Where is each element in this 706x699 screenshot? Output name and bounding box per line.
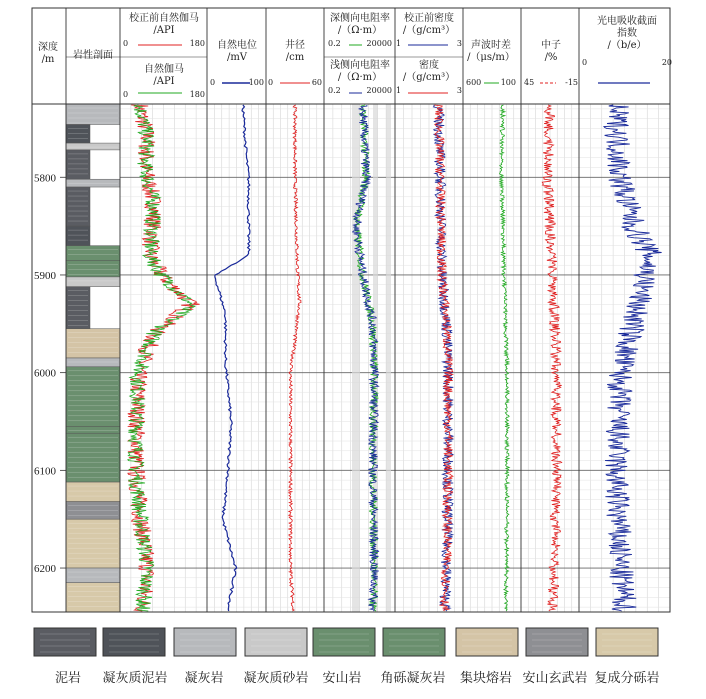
header-den <box>396 60 462 96</box>
curve-ac <box>500 105 510 611</box>
header-ac-label: 声波时差 /（μs/m） <box>467 40 515 63</box>
pe-min: 0 <box>582 58 588 67</box>
den-max: 3 <box>456 86 462 95</box>
depth-label: 5800 <box>34 172 56 185</box>
header-cal-label: 井径 /cm <box>285 40 305 63</box>
depth-label: 6000 <box>34 367 56 380</box>
header-sp-scale <box>210 78 264 88</box>
header-sp-label: 自然电位 /mV <box>217 40 257 63</box>
den-top-min: 1 <box>396 39 402 48</box>
legend-label-tuff: 凝灰岩 <box>184 671 224 686</box>
lithology-segment <box>66 277 120 287</box>
header-rs-scale <box>328 86 392 96</box>
curve-gr <box>128 105 195 611</box>
legend-label-breccia-tuff: 角砾凝灰岩 <box>380 671 446 686</box>
header-den-top-scale <box>396 39 462 49</box>
header-cnl-scale <box>524 78 578 88</box>
header-pe-scale <box>582 58 672 68</box>
lithology-segment <box>66 125 90 144</box>
header-rd-scale <box>328 39 392 49</box>
header-gr-label: 自然伽马 /API <box>144 64 184 87</box>
ac-max: 100 <box>500 78 516 87</box>
rd-min: 0.2 <box>328 39 341 48</box>
legend-label-basaltic-andesite: 安山玄武岩 <box>522 671 588 686</box>
header-cgr-label: 校正前自然伽马 /API <box>129 13 199 36</box>
rd-max: 20000 <box>366 39 392 48</box>
header-den-top <box>396 13 462 49</box>
lithology-segment <box>66 433 120 482</box>
legend-label-tuffaceous-mudstone: 凝灰质泥岩 <box>102 671 168 686</box>
lithology-segment <box>66 150 90 179</box>
header-den-top-label: 校正前密度 /（g/cm³） <box>402 13 456 36</box>
cal-min: 0 <box>268 78 274 87</box>
legend-label-mudstone: 泥岩 <box>54 671 81 686</box>
depth-label: 6200 <box>34 563 56 576</box>
rs-min: 0.2 <box>328 86 341 95</box>
cgr-min: 0 <box>123 39 129 48</box>
header-den-label: 密度 /（g/cm³） <box>402 60 456 83</box>
header-gr <box>123 64 205 100</box>
lithology-segment <box>66 104 120 125</box>
lithology-segment <box>66 482 120 502</box>
header-rd <box>328 13 392 49</box>
lithology-segment <box>66 226 90 246</box>
header-pe-label: 光电吸收截面 指数 /（b/e） <box>597 16 657 51</box>
lithology-segment <box>66 519 120 568</box>
header-cgr-scale <box>123 39 205 49</box>
header-cnl <box>524 40 578 88</box>
cal-max: 60 <box>311 78 322 87</box>
lithology-segment <box>66 287 90 329</box>
curve-pe <box>604 105 662 611</box>
depth-ticks <box>34 172 66 575</box>
lithology-segment <box>66 568 120 583</box>
header-cal-scale <box>268 78 322 88</box>
depth-label: 6100 <box>34 465 56 478</box>
curve-sp <box>215 105 250 611</box>
rs-max: 20000 <box>366 86 392 95</box>
gr-min: 0 <box>123 90 129 99</box>
lithology-segment <box>66 187 90 226</box>
legend-swatches <box>34 628 658 656</box>
lithology-segment <box>66 329 120 358</box>
header-rd-label: 深侧向电阻率 /（Ω·m） <box>330 13 390 36</box>
ac-min: 600 <box>466 78 482 87</box>
header-sp <box>210 40 264 88</box>
legend-label-tuffaceous-sandstone: 凝灰质砂岩 <box>243 671 309 686</box>
cgr-max: 180 <box>189 39 205 48</box>
lithology-segment <box>66 358 120 367</box>
legend-label-conglomerate: 复成分砾岩 <box>594 671 660 686</box>
den-min: 1 <box>396 86 402 95</box>
header-den-scale <box>396 86 462 96</box>
pe-max: 20 <box>661 58 672 67</box>
header-depth: 深度 /m <box>38 42 58 65</box>
lithology-segment <box>66 246 120 261</box>
lithology-column <box>66 104 120 612</box>
sp-max: 100 <box>248 78 264 87</box>
cnl-max: -15 <box>565 78 578 87</box>
header-gr-scale <box>123 90 205 100</box>
legend-label-agglomerate-lava: 集块熔岩 <box>459 671 512 686</box>
header-rs <box>328 60 392 96</box>
header-cgr <box>123 13 205 49</box>
header-pe <box>582 16 672 68</box>
curve-cnl <box>542 105 562 611</box>
cnl-min: 45 <box>524 78 535 87</box>
lithology-segment <box>66 143 120 150</box>
lithology-segment <box>66 583 120 612</box>
header-rs-label: 浅侧向电阻率 /（Ω·m） <box>330 60 390 83</box>
header-cal <box>268 40 322 88</box>
legend-label-andesite: 安山岩 <box>322 671 362 686</box>
gr-max: 180 <box>189 90 205 99</box>
depth-label: 5900 <box>34 269 56 282</box>
sp-min: 0 <box>210 78 216 87</box>
den-top-max: 3 <box>456 39 462 48</box>
header-ac <box>466 40 516 88</box>
header-lithology: 岩性剖面 <box>73 50 113 61</box>
resistivity-band <box>386 104 391 612</box>
header-ac-scale <box>466 78 516 88</box>
header-cnl-label: 中子 /% <box>541 40 561 63</box>
resistivity-band <box>352 104 360 612</box>
lithology-segment <box>66 426 120 433</box>
